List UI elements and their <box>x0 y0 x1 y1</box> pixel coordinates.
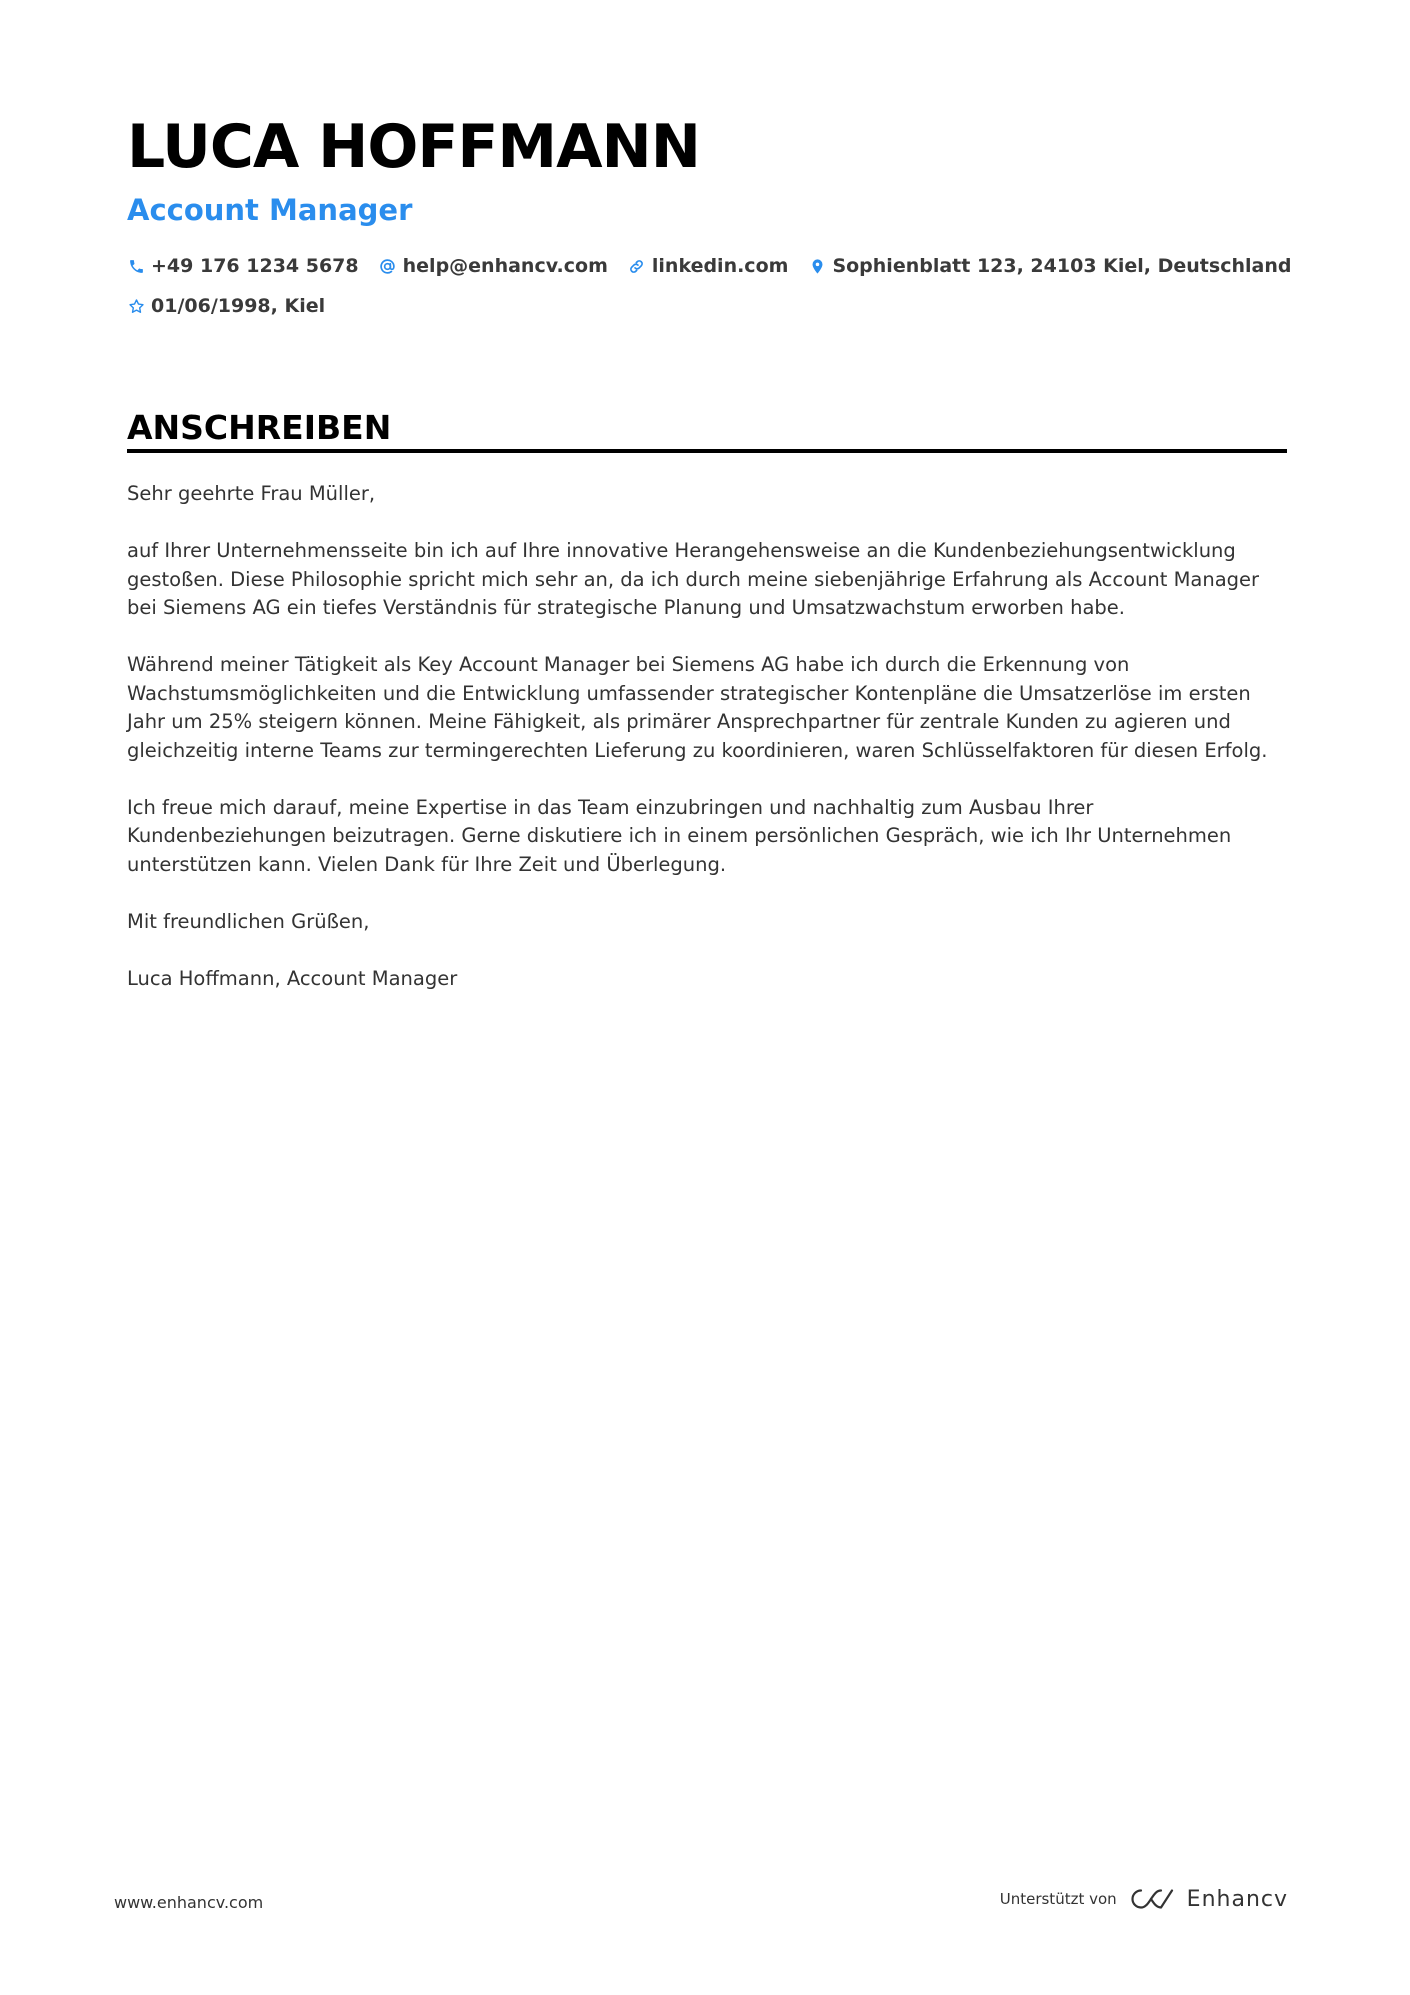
postal-address: Sophienblatt 123, 24103 Kiel, Deutschland <box>832 255 1292 277</box>
footer-branding <box>1000 1886 1288 1912</box>
birth-date-place: 01/06/1998, Kiel <box>151 295 326 317</box>
letter-salutation: Sehr geehrte Frau Müller, <box>127 482 376 505</box>
powered-by-label: Unterstützt von <box>999 1890 1117 1908</box>
location-pin-icon <box>808 257 826 275</box>
at-icon <box>379 257 397 275</box>
linkedin-link[interactable]: linkedin.com <box>651 255 789 277</box>
letter-paragraph: Während meiner Tätigkeit als Key Account Manager bei Siemens AG habe ich durch die Erkennung von Wachstumsmöglichkeiten und die Entwicklung umfassender strategischer Kontenpläne die Umsatzerlöse im ersten Jahr um 25% steigern können. Meine Fähigkeit, als primärer Ansprechpartner für zentrale Kunden zu agieren und gleichzeitig interne Teams zur termingerechten Lieferung zu koordinieren, waren Schlüsselfaktoren für diesen Erfolg. <box>127 653 1268 762</box>
email-address[interactable]: help@enhancv.com <box>402 255 608 277</box>
brand-name: Enhancv <box>1186 1886 1288 1912</box>
section-title: ANSCHREIBEN <box>127 408 392 447</box>
contact-address <box>808 255 1291 277</box>
letter-paragraph: Ich freue mich darauf, meine Expertise in das Team einzubringen und nachhaltig zum Ausbau Ihrer Kundenbeziehungen beizutragen. Gerne diskutiere ich in einem persönlichen Gespräch, wie ich Ihr Unternehmen unterstützen kann. Vielen Dank für Ihre Zeit und Überlegung. <box>127 795 1232 876</box>
star-icon <box>127 297 145 315</box>
contact-birth <box>127 295 325 317</box>
letter-paragraph: auf Ihrer Unternehmensseite bin ich auf Ihre innovative Herangehensweise an die Kundenbeziehungsentwicklung gestoßen. Diese Philosophie spricht mich sehr an, da ich durch meine siebenjährige Erfahrung als Account Manager bei Siemens AG ein tiefes Verständnis für strategische Planung und Umsatzwachstum erworben habe. <box>127 539 1260 619</box>
enhancv-logo-icon <box>1129 1886 1175 1912</box>
contact-linkedin <box>628 255 789 277</box>
footer-website[interactable]: www.enhancv.com <box>114 1893 264 1912</box>
phone-number: +49 176 1234 5678 <box>151 255 359 277</box>
contact-email <box>379 255 608 277</box>
letter-signature: Luca Hoffmann, Account Manager <box>127 966 458 990</box>
link-icon <box>628 257 646 275</box>
letter-body <box>127 480 1287 1022</box>
contact-row-primary <box>127 252 1311 280</box>
contact-phone <box>127 255 359 277</box>
contact-row-secondary <box>127 292 345 320</box>
phone-icon <box>127 257 145 275</box>
section-divider <box>127 449 1287 453</box>
letter-closing: Mit freundlichen Grüßen, <box>127 909 370 933</box>
applicant-name: LUCA HOFFMANN <box>127 112 700 182</box>
job-title: Account Manager <box>127 193 413 227</box>
